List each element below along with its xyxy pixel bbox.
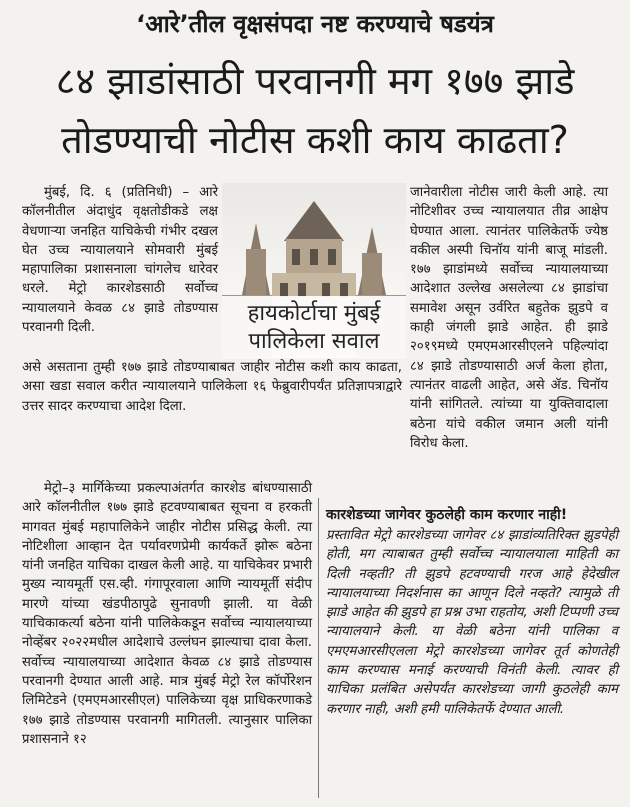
article-para-1a: मुंबई, दि. ६ (प्रतिनिधी) – आरे कॉलनीतील अंदाधुंद वृक्षतोडीकडे लक्ष वेधणाऱ्या जनहित याचिकेची गंभीर दखल घेत उच्च न्यायालयाने सोमवारी मुंबई महापालिका प्रशासनाला चांगलेच धारेवर धरले. मेट्रो कारशेडसाठी सर्वोच्च न्यायालयाने केवळ ८४ झाडे तोडण्यास परवानगी दिली. bbox=[22, 185, 218, 336]
article-col-left-para2 bbox=[22, 479, 312, 749]
sidebar-body bbox=[326, 526, 618, 719]
sidebar-title: कारशेडच्या जागेवर कुठलेही काम करणार नाही! bbox=[326, 507, 568, 523]
article-para-2: मेट्रो–३ मार्गिकेच्या प्रकल्पाअंतर्गत कारशेड बांधण्यासाठी आरे कॉलनीतील १७७ झाडे हटवण्याबाबत सूचना व हरकती मागवत मुंबई महापालिकेने जाहीर नोटीस प्रसिद्ध केली. त्या नोटिशीला आव्हान देत पर्यावरणप्रेमी कार्यकर्ते झोरू बठेना यांनी जनहित याचिका दाखल केली आहे. या याचिकेवर प्रभारी मुख्य न्यायमूर्ती एस.व्ही. गंगापूरवाला आणि न्यायमूर्ती संदीप मारणे यांच्या खंडपीठापुढे सुनावणी झाली. या वेळी याचिकाकर्त्या बठेना यांनी पालिकेकडून सर्वोच्च न्यायालयाच्या नोव्हेंबर २०२२मधील आदेशाचे उल्लंघन झाल्याचा दावा केला. सर्वोच्च न्यायालयाच्या आदेशात केवळ ८४ झाडे तोडण्यास परवानगी देण्यात आली आहे. मात्र मुंबई मेट्रो रेल कॉर्पोरेशन लिमिटेडने (एमएमआरसीएल) पालिकेच्या वृक्ष प्राधिकरणाकडे १७७ झाडे तोडण्यास परवानगी मागितली. त्यानुसार पालिका प्रशासनाने १२ bbox=[22, 481, 312, 747]
headline-line-1: ८४ झाडांसाठी परवानगी मग १७७ झाडे bbox=[55, 59, 575, 103]
headline-line-2: तोडण्याची नोटीस कशी काय काढता? bbox=[61, 118, 569, 162]
article-col-right bbox=[410, 183, 608, 453]
article-col-left-top bbox=[22, 183, 218, 337]
column-divider bbox=[318, 498, 319, 798]
photo-caption bbox=[222, 296, 406, 358]
photo-caption-line-2: पालिकेला सवाल bbox=[248, 329, 380, 354]
article-para-right: जानेवारीला नोटीस जारी केली आहे. त्या नोटिशीवर उच्च न्यायालयात तीव्र आक्षेप घेण्यात आला. त्यानंतर पालिकेतर्फे ज्येष्ठ वकील अस्पी चिनॉय यांनी बाजू मांडली. १७७ झाडांमध्ये सर्वोच्च न्यायालयाच्या आदेशात उल्लेख असलेल्या ८४ झाडांचा समावेश असून उर्वरित बहुतेक झुडपे व काही जंगली झाडे आहेत. ही झाडे २०१९मध्ये एमएमआरसीएलने पहिल्यांदा ८४ झाडे तोडण्यासाठी अर्ज केला होता, त्यानंतर वाढली आहेत, असे ॲड. चिनॉय यांनी सांगितले. त्यांच्या या युक्तिवादाला बठेना यांचे वकील जमान अली यांनी विरोध केला. bbox=[410, 185, 608, 451]
sidebar-para: प्रस्तावित मेट्रो कारशेडच्या जागेवर ८४ झाडांव्यतिरिक्त झुडपेही होती, मग त्याबाबत तुम्ही सर्वोच्च न्यायालयाला माहिती का दिली नव्हती? ती झुडपे हटवण्याची गरज आहे हेदेखील न्यायालयाच्या निदर्शनास का आणून दिले नव्हते? त्यामुळे ती झाडे आहेत की झुडपे हा प्रश्न उभा राहतोय, अशी टिप्पणी उच्च न्यायालयाने केली. या वेळी बठेना यांनी पालिका व एमएमआरसीएलला मेट्रो कारशेडच्या जागेवर तूर्त कोणतेही काम करण्यास मनाई करण्याची विनंती केली. त्यावर ही याचिका प्रलंबित असेपर्यंत कारशेडच्या जागी कुठलेही काम करणार नाही, अशी हमी पालिकेतर्फे देण्यात आली. bbox=[326, 528, 618, 717]
article-para-1b: असे असताना तुम्ही १७७ झाडे तोडण्याबाबत जाहीर नोटीस कशी काय काढता, असा खडा सवाल करीत न्यायालयाने पालिकेला १६ फेब्रुवारीपर्यंत प्रतिज्ञापत्राद्वारे उत्तर सादर करण्याचा आदेश दिला. bbox=[22, 360, 402, 414]
photo-caption-line-1: हायकोर्टाचा मुंबई bbox=[247, 301, 381, 326]
article-col-left-wide bbox=[22, 358, 402, 416]
kicker: ‘आरे’तील वृक्षसंपदा नष्ट करण्याचे षडयंत्र bbox=[136, 10, 494, 38]
